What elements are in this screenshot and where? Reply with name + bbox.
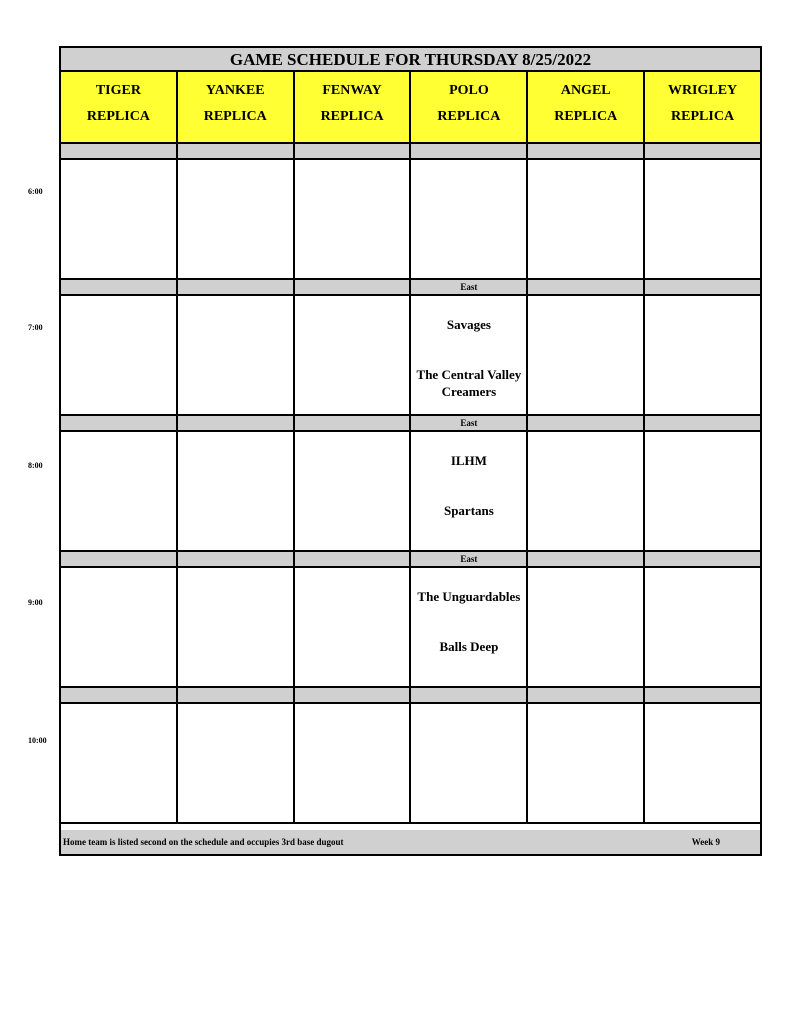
week-label: Week 9 — [691, 837, 720, 847]
home-team: Balls Deep — [439, 639, 499, 654]
away-team: The Unguardables — [417, 589, 521, 604]
field-header-tiger: TIGER REPLICA — [61, 72, 178, 142]
field-header-wrigley: WRIGLEY REPLICA — [667, 83, 738, 124]
dugout-label: East — [411, 280, 528, 294]
gap-row-4 — [61, 552, 760, 568]
home-team: The Central Valley Creamers — [416, 367, 522, 399]
home-team: Spartans — [443, 503, 494, 518]
dugout-label: East — [411, 416, 528, 430]
time-label-8: 8:00 — [28, 461, 43, 470]
field-header-polo: POLO REPLICA — [411, 72, 528, 142]
away-team: ILHM — [450, 453, 487, 468]
game-cell-polo-7pm — [411, 296, 528, 414]
slot-row-6pm — [61, 160, 760, 280]
slot-row-9pm — [61, 568, 760, 688]
dugout-label: East — [411, 552, 528, 566]
gap-row-2 — [61, 280, 760, 296]
time-label-10: 10:00 — [28, 736, 47, 745]
game-cell-polo-9pm — [411, 568, 528, 686]
slot-row-8pm — [61, 432, 760, 552]
game-cell-polo-8pm — [411, 432, 528, 550]
schedule-sheet — [59, 46, 762, 856]
slot-row-7pm — [61, 296, 760, 416]
gap-row-3 — [61, 416, 760, 432]
field-header-row — [61, 72, 760, 144]
slot-row-10pm — [61, 704, 760, 824]
field-header-yankee: YANKEE REPLICA — [178, 72, 295, 142]
schedule-footer — [61, 830, 760, 854]
schedule-title: GAME SCHEDULE FOR THURSDAY 8/25/2022 — [61, 48, 760, 72]
time-label-9: 9:00 — [28, 598, 43, 607]
field-header-fenway: FENWAY REPLICA — [295, 72, 412, 142]
time-label-6: 6:00 — [28, 187, 43, 196]
field-header-angel: ANGEL REPLICA — [528, 72, 645, 142]
gap-row-1 — [61, 144, 760, 160]
time-label-7: 7:00 — [28, 323, 43, 332]
gap-row-5 — [61, 688, 760, 704]
away-team: Savages — [446, 317, 491, 332]
home-team-note: Home team is listed second on the schedule and occupies 3rd base dugout — [63, 837, 344, 847]
